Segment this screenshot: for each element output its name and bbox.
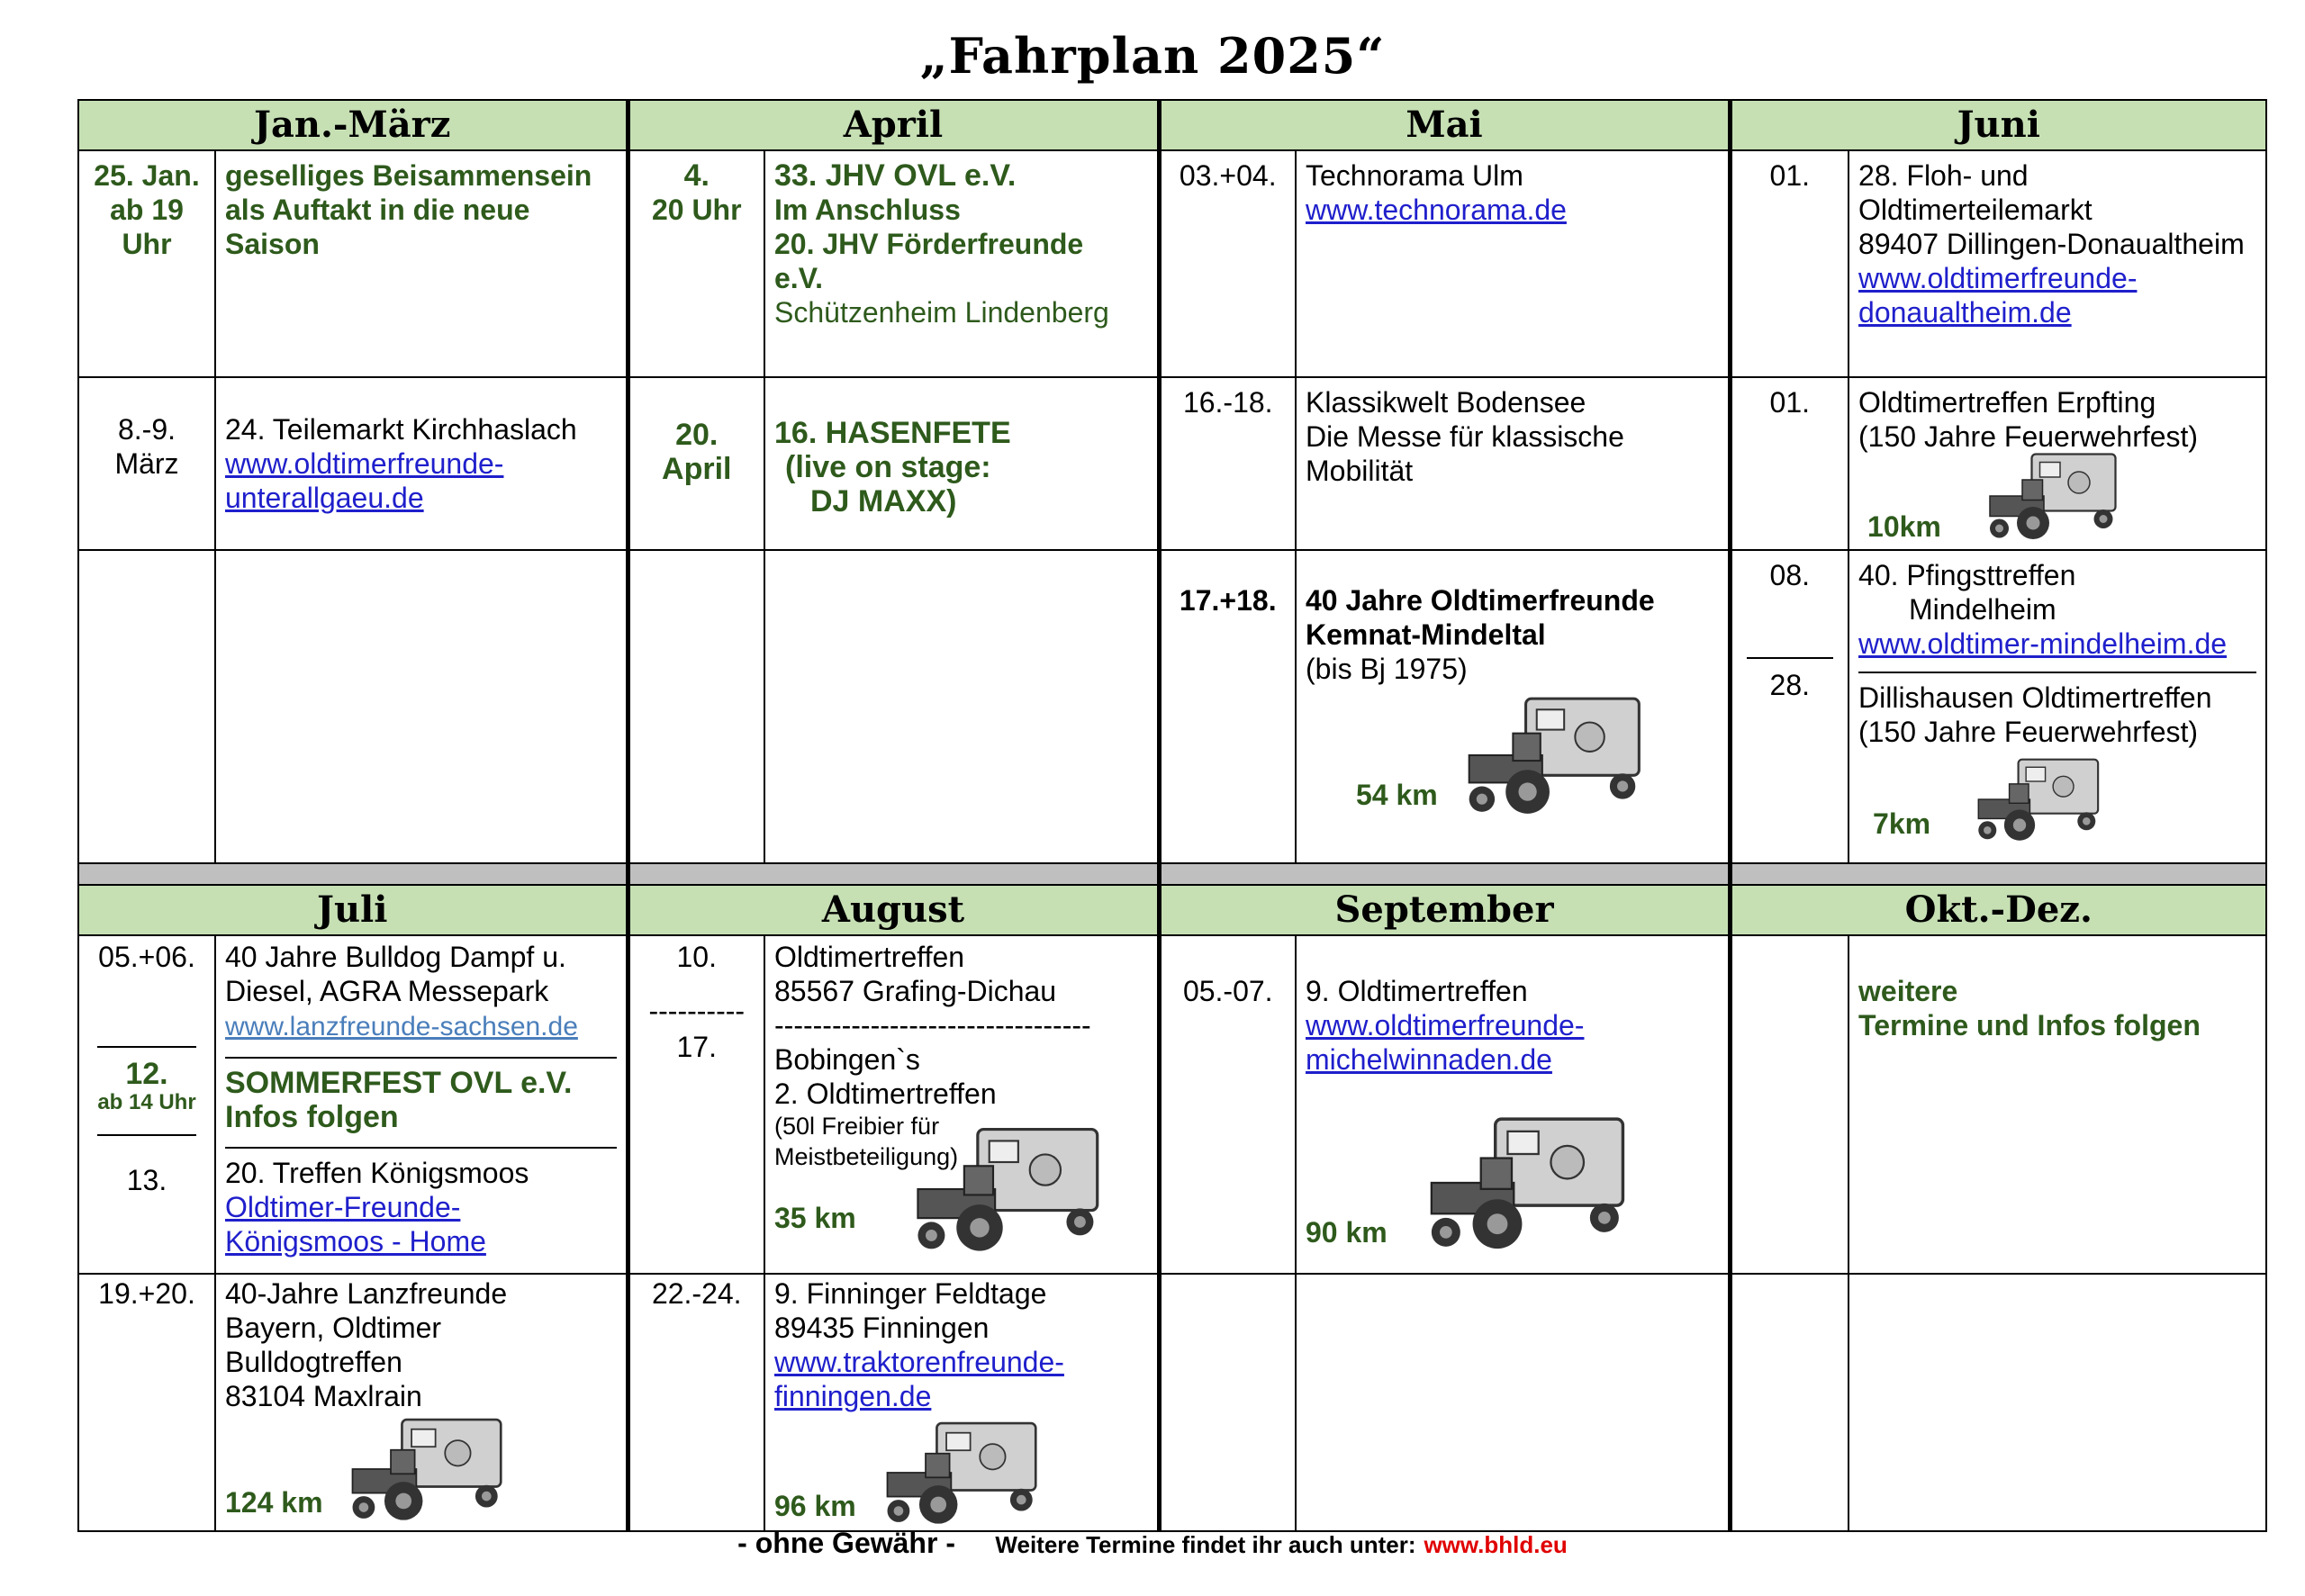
date-cell (1730, 935, 1849, 1274)
event-cell (1296, 1274, 1730, 1531)
month-header-row-bottom (78, 885, 2266, 935)
date-cell: 19.+20. (78, 1274, 215, 1531)
date-cell: 22.-24. (628, 1274, 764, 1531)
event-cell: Technorama Ulm www.technorama.de (1296, 150, 1730, 377)
tractor-with-trailer-image (900, 1122, 1113, 1257)
table-row (78, 377, 2266, 550)
tractor-with-trailer-image (342, 1413, 510, 1525)
page-title: „Fahrplan 2025“ (919, 27, 1386, 85)
event-cell: 9. Oldtimertreffen www.oldtimerfreunde- michelwinnaden.de 90 km (1296, 935, 1730, 1274)
tractor-with-trailer-image (877, 1417, 1044, 1528)
date-cell: 08. 28. (1730, 550, 1849, 863)
event-cell: 40-Jahre Lanzfreunde Bayern, Oldtimer Bulldogtreffen 83104 Maxlrain 124 km (215, 1274, 628, 1531)
date-cell (1730, 1274, 1849, 1531)
event-cell: 28. Floh- und Oldtimerteilemarkt 89407 Dillingen-Donaualtheim www.oldtimerfreunde- donaualtheim.de (1849, 150, 2266, 377)
month-header-jan-maerz: Jan.-März (78, 100, 628, 150)
distance-label: 35 km (774, 1202, 856, 1234)
month-header-row-top (78, 100, 2266, 150)
event-cell: geselliges Beisammensein als Auftakt in die neue Saison (215, 150, 628, 377)
date-cell: 25. Jan. ab 19 Uhr (78, 150, 215, 377)
month-header-mai: Mai (1159, 100, 1730, 150)
date-cell (78, 550, 215, 863)
link-bhld[interactable]: www.bhld.eu (1424, 1531, 1568, 1558)
event-cell: 40 Jahre Oldtimerfreunde Kemnat-Mindeltal (bis Bj 1975) 54 km (1296, 550, 1730, 863)
date-cell: 01. (1730, 150, 1849, 377)
event-cell (1849, 1274, 2266, 1531)
distance-label: 96 km (774, 1490, 856, 1522)
month-header-august: August (628, 885, 1159, 935)
disclaimer: - ohne Gewähr - (737, 1527, 955, 1559)
tractor-with-trailer-image (1414, 1111, 1639, 1255)
divider (225, 1057, 617, 1059)
date-cell: 8.-9. März (78, 377, 215, 550)
date-cell (1159, 1274, 1296, 1531)
event-cell: Oldtimertreffen Erpfting (150 Jahre Feuerwehrfest) 10km (1849, 377, 2266, 550)
link-technorama[interactable]: www.technorama.de (1306, 194, 1567, 226)
link-mindelheim[interactable]: www.oldtimer-mindelheim.de (1858, 627, 2228, 660)
month-header-okt-dez: Okt.-Dez. (1730, 885, 2266, 935)
link-lanzfreunde-sachsen[interactable]: www.lanzfreunde-sachsen.de (225, 1012, 578, 1041)
date-cell: 20. April (628, 377, 764, 550)
link-koenigsmoos[interactable]: Oldtimer-Freunde- Königsmoos - Home (225, 1191, 486, 1258)
event-cell: Oldtimertreffen 85567 Grafing-Dichau --------------------------------- Bobingen`s 2. Oldtimertreffen (50l Freibier für Meistbeteiligung) 35 km (764, 935, 1159, 1274)
month-header-september: September (1159, 885, 1730, 935)
date-cell: 16.-18. (1159, 377, 1296, 550)
divider (1747, 657, 1833, 659)
table-row (78, 935, 2266, 1274)
date-cell: 01. (1730, 377, 1849, 550)
footer-more-text: Weitere Termine findet ihr auch unter: (995, 1531, 1416, 1558)
link-unterallgaeu[interactable]: www.oldtimerfreunde- unterallgaeu.de (225, 447, 504, 514)
link-michelwinnaden[interactable]: www.oldtimerfreunde- michelwinnaden.de (1306, 1009, 1585, 1076)
month-header-juni: Juni (1730, 100, 2266, 150)
distance-label: 124 km (225, 1486, 323, 1519)
event-cell: 16. HASENFETE (live on stage: DJ MAXX) (764, 377, 1159, 550)
event-cell: 40. Pfingsttreffen Mindelheim www.oldtimer-mindelheim.de Dillishausen Oldtimertreffen (150 Jahre Feuerwehrfest) 7km (1849, 550, 2266, 863)
divider (225, 1147, 617, 1149)
schedule-table (77, 99, 2267, 1532)
table-row (78, 150, 2266, 377)
event-cell: 33. JHV OVL e.V. Im Anschluss 20. JHV Förderfreunde e.V. Schützenheim Lindenberg (764, 150, 1159, 377)
tractor-with-trailer-image (1984, 446, 2120, 546)
divider (97, 1046, 196, 1048)
month-header-juli: Juli (78, 885, 628, 935)
link-finningen[interactable]: www.traktorenfreunde- finningen.de (774, 1346, 1064, 1412)
date-cell: 05.+06. 12. ab 14 Uhr 13. (78, 935, 215, 1274)
link-donaualtheim[interactable]: www.oldtimerfreunde- donaualtheim.de (1858, 262, 2138, 329)
section-separator (78, 863, 2266, 885)
event-cell: 40 Jahre Bulldog Dampf u. Diesel, AGRA Messepark www.lanzfreunde-sachsen.de SOMMERFEST OVL e.V. Infos folgen 20. Treffen Königsmoos Oldtimer-Freunde- Königsmoos - Home (215, 935, 628, 1274)
divider (1858, 672, 2256, 673)
event-cell (215, 550, 628, 863)
event-cell: 24. Teilemarkt Kirchhaslach www.oldtimerfreunde- unterallgaeu.de (215, 377, 628, 550)
date-cell: 03.+04. (1159, 150, 1296, 377)
table-row (78, 1274, 2266, 1531)
distance-label: 90 km (1306, 1216, 1388, 1249)
tractor-with-trailer-image (1459, 691, 1648, 819)
footer (0, 1527, 2305, 1560)
event-cell: 9. Finninger Feldtage 89435 Finningen www.traktorenfreunde- finningen.de 96 km (764, 1274, 1159, 1531)
event-cell: weitere Termine und Infos folgen (1849, 935, 2266, 1274)
divider (97, 1134, 196, 1136)
event-cell (764, 550, 1159, 863)
event-cell: Klassikwelt Bodensee Die Messe für klassische Mobilität (1296, 377, 1730, 550)
tractor-with-trailer-image (1970, 754, 2105, 844)
date-cell: 4. 20 Uhr (628, 150, 764, 377)
date-cell: 10. ---------- 17. (628, 935, 764, 1274)
date-cell: 05.-07. (1159, 935, 1296, 1274)
month-header-april: April (628, 100, 1159, 150)
table-row (78, 550, 2266, 863)
date-cell: 17.+18. (1159, 550, 1296, 863)
distance-label: 10km (1867, 510, 1941, 543)
date-cell (628, 550, 764, 863)
distance-label: 7km (1873, 807, 1931, 840)
distance-label: 54 km (1356, 779, 1438, 811)
